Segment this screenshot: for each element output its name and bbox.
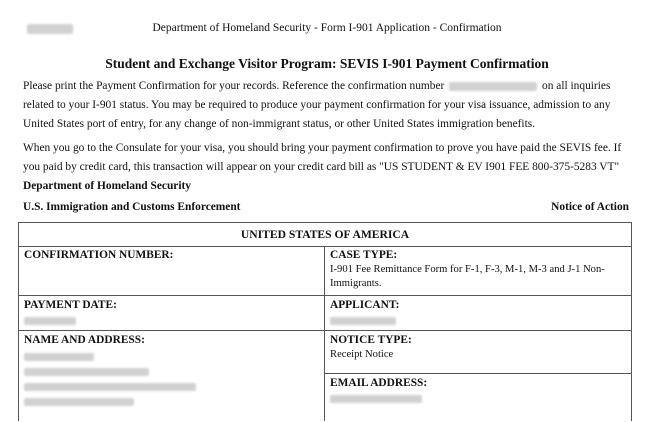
document-header [0, 22, 654, 38]
confirmation-number-label: CONFIRMATION NUMBER: [24, 249, 174, 261]
redacted-name [24, 353, 94, 361]
case-type-value: I-901 Fee Remittance Form for F-1, F-3, M-1, M-3 and J-1 Non-Immigrants. [330, 264, 605, 289]
payment-date-cell [19, 296, 324, 330]
case-type-cell [325, 246, 631, 295]
instructions-text-after: on all inquiries related to your I-901 status. You may be required to produce your payment confirmation for your visa issuance, admission to any United States port of entry, for any change of non-immigrant status, or other United States immigration benefits. [23, 80, 611, 130]
notice-of-action-label: Notice of Action [551, 201, 629, 213]
page-title: Student and Exchange Visitor Program: SEVIS I-901 Payment Confirmation [105, 56, 549, 71]
redacted-address-line [24, 368, 149, 376]
consulate-paragraph: When you go to the Consulate for your visa, you should bring your payment confirmation to prove you have paid the SEVIS fee. If you paid by credit card, this transaction will appear on your credit card bill as "US STUDENT & EV I901 FEE 800-375-5283 VT" [23, 142, 622, 173]
redacted-confirmation-number [449, 82, 537, 91]
confirmation-table [18, 222, 632, 421]
instructions-paragraph [23, 77, 635, 134]
redacted-email [330, 395, 422, 403]
table-title: UNITED STATES OF AMERICA [19, 223, 631, 247]
redacted-address-line [24, 383, 196, 391]
confirmation-number-cell [19, 246, 324, 295]
header-title: Department of Homeland Security - Form I-901 Application - Confirmation [152, 22, 502, 34]
bureau-label: U.S. Immigration and Customs Enforcement [23, 201, 241, 213]
notice-type-label: NOTICE TYPE: [330, 334, 412, 346]
applicant-cell [325, 296, 631, 330]
payment-date-label: PAYMENT DATE: [24, 299, 117, 311]
case-type-label: CASE TYPE: [330, 249, 398, 261]
name-address-label: NAME AND ADDRESS: [24, 334, 145, 346]
applicant-label: APPLICANT: [330, 299, 400, 311]
agency-row [23, 201, 629, 213]
redacted-payment-date [24, 317, 76, 325]
redacted-address-line [24, 398, 134, 406]
notice-type-value: Receipt Notice [330, 349, 394, 360]
email-cell [325, 374, 631, 422]
department-label: Department of Homeland Security [23, 180, 191, 192]
notice-type-cell [325, 331, 631, 373]
instructions-text-before: Please print the Payment Confirmation for your records. Reference the confirmation number [23, 80, 445, 92]
email-label: EMAIL ADDRESS: [330, 377, 428, 389]
name-address-cell [19, 331, 324, 422]
redacted-applicant [330, 317, 396, 325]
